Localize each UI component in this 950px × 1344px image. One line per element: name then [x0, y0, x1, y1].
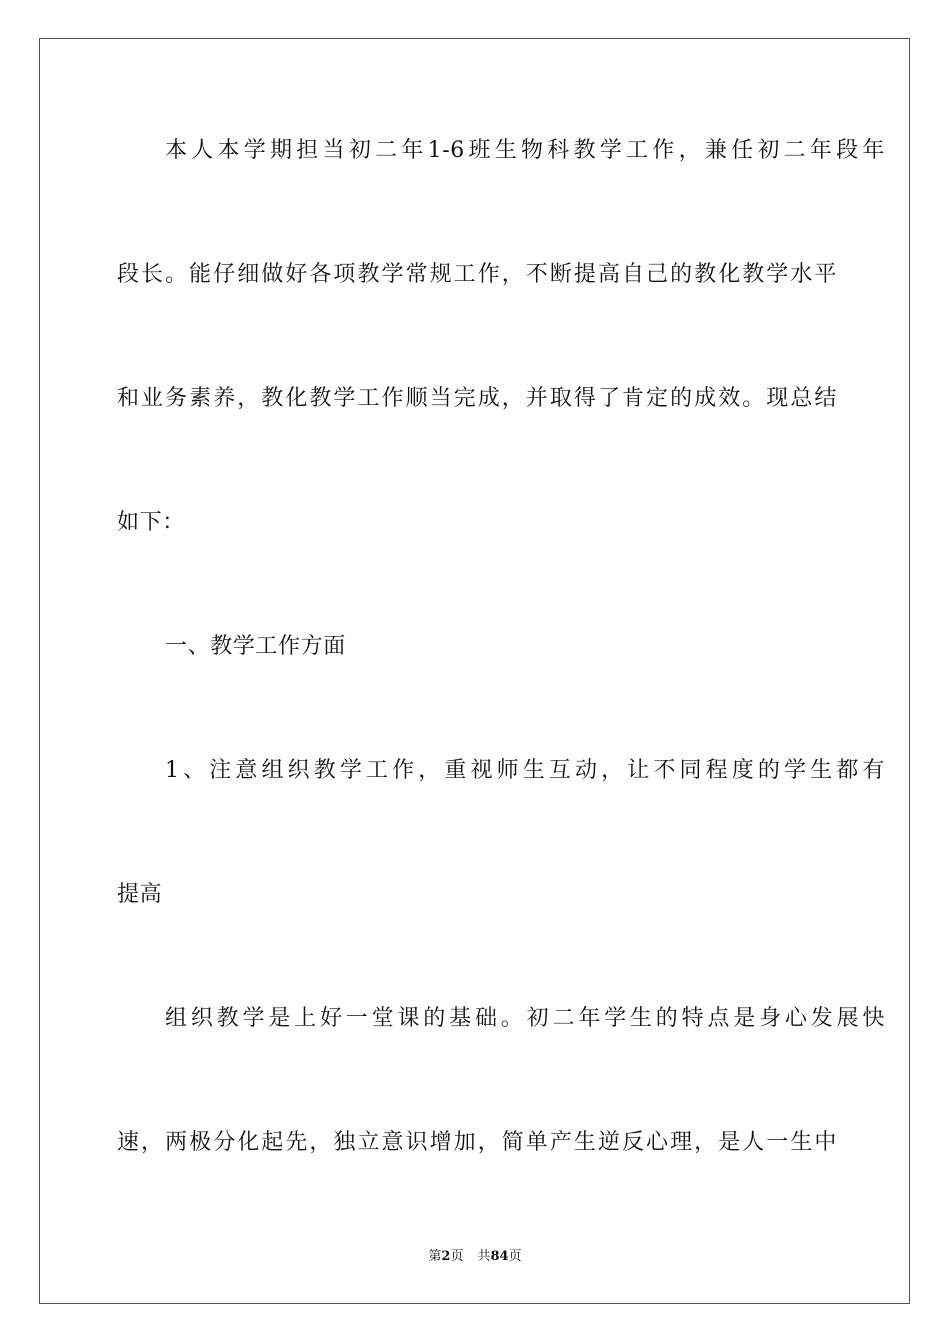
total-prefix: 共 [477, 1249, 491, 1264]
page-footer [0, 1248, 950, 1266]
subsection-heading-line-1: 1、注意组织教学工作，重视师生互动，让不同程度的学生都有 [165, 758, 885, 783]
paragraph-line-4: 如下： [117, 510, 185, 535]
section-heading: 一、教学工作方面 [165, 634, 346, 659]
page-suffix: 页 [450, 1249, 464, 1264]
paragraph-line-1: 本人本学期担当初二年1-6班生物科教学工作，兼任初二年段年 [165, 138, 885, 163]
total-suffix: 页 [508, 1249, 522, 1264]
paragraph-line-3: 和业务素养，教化教学工作顺当完成，并取得了肯定的成效。现总结 [117, 386, 837, 411]
page-number: 2 [441, 1249, 451, 1264]
page-prefix: 第 [428, 1249, 442, 1264]
total-pages: 84 [490, 1249, 509, 1264]
paragraph-line-2: 段长。能仔细做好各项教学常规工作，不断提高自己的教化教学水平 [117, 262, 837, 287]
subsection-heading-line-2: 提高 [117, 882, 163, 907]
page-border [39, 38, 910, 1304]
paragraph-line-6: 速，两极分化起先，独立意识增加，简单产生逆反心理，是人一生中 [117, 1130, 837, 1155]
paragraph-line-5: 组织教学是上好一堂课的基础。初二年学生的特点是身心发展快 [165, 1006, 885, 1031]
